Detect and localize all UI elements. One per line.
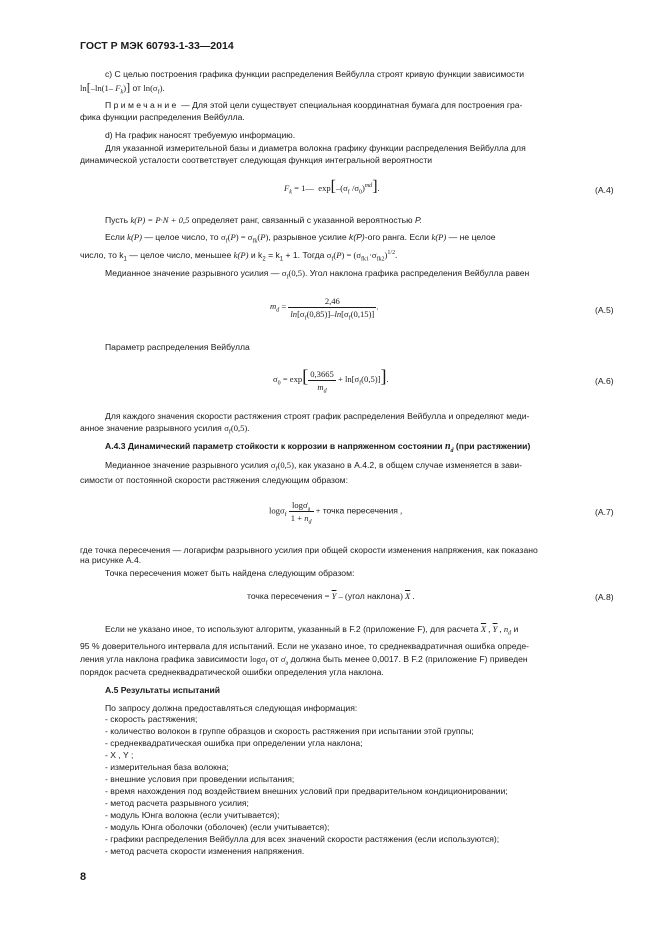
rank-line-3: число, то $k_1$ — целое число, меньшее k(P) и $k_2 = k_1 + 1$. Тогда $\sigma_f(P) = (\sigma_{fk1}\cdot\sigma_{fk2})^{1/2}$. <box>80 250 398 263</box>
list-item: - измерительная база волокна; <box>105 762 229 772</box>
list-item: - среднеквадратическая ошибка при определении угла наклона; <box>105 738 363 748</box>
where-line-2: на рисунке А.4. <box>80 555 142 565</box>
where-line-1: где точка пересечения — логарифм разрывного усилия при общей скорости изменения напряжения, как показано <box>80 545 538 555</box>
if-word: Если <box>105 232 125 242</box>
list-item: - внешние условия при проведении испытания; <box>105 774 295 784</box>
median-line: Медианное значение разрывного усилия — $\sigma_f(0,5)$. Угол наклона графика распределения Вейбулла равен <box>105 268 530 281</box>
integer-less-text: — целое число, меньшее <box>129 250 232 260</box>
a6-numerator: 0,3665 <box>310 368 334 379</box>
equation-number-a6: (A.6) <box>595 376 614 386</box>
item-c-formula: ln[–ln(1– $F_k$)] от $\ln(\sigma_f)$. <box>80 80 165 96</box>
list-item: - X , Y ; <box>105 750 134 760</box>
from-word-2: от <box>269 654 279 664</box>
a8-intercept: точка пересечения <box>247 591 323 601</box>
a43-median-text: Медианное значение разрывного усилия <box>105 460 269 470</box>
note-line-1 <box>105 100 522 112</box>
weibull-param-text: Параметр распределения Вейбулла <box>105 342 250 352</box>
equation-a5: $m_d$ = $\frac{2,46}{\ln[\sigma_f(0,85)]-\ln[\sigma_f(0,15)]}$ . <box>270 296 379 322</box>
equation-number-a7: (A.7) <box>595 507 614 517</box>
page-number: 8 <box>80 871 87 883</box>
force-text: , разрывное усилие <box>268 232 347 242</box>
otherwise-line-3: ления угла наклона графика зависимости logσ$_f$ от $\sigmȧ_a$ должна быть менее 0,0017. В F.2 (приложение F) приведен <box>80 654 528 667</box>
otherwise-text-3c: должна быть менее 0,0017. В F.2 (приложение F) приведен <box>290 654 528 664</box>
section-a43-title: A.4.3 Динамический параметр стойкости к коррозии в напряженном состоянии $n_d$ (при растяжении) <box>105 441 531 454</box>
rank-definition: определяет ранг, связанный с указанной вероятностью <box>191 215 413 225</box>
each-line-2: анное значение разрывного усилия $\sigma_f(0,5)$. <box>80 423 250 436</box>
page-header: ГОСТ Р МЭК 60793-1-33—2014 <box>80 40 234 52</box>
list-item: - модуль Юнга оболочки (оболочек) (если учитывается); <box>105 822 330 832</box>
equation-number-a5: (A.5) <box>595 305 614 315</box>
from-word: от <box>132 83 141 93</box>
equals-k-text: = k <box>268 250 280 260</box>
median-text: Медианное значение разрывного усилия — <box>105 268 280 278</box>
list-item: - метод расчета скорости изменения напряжения. <box>105 846 305 856</box>
otherwise-text-1: Если не указано иное, то используют алгоритм, указанный в F.2 (приложение F), для расчета <box>105 624 479 634</box>
a43-as-stated: , как указано в А.4.2, в общем случае изменяется в зави- <box>293 460 523 470</box>
whole-text: — целое число, то <box>144 232 219 242</box>
list-item: - время нахождения под воздействием внешних условий при предварительном кондиционировании; <box>105 786 508 796</box>
equation-a8: точка пересечения = $\overline{Y}$ – (угол наклона) $\overline{X}$ . <box>247 591 415 601</box>
and-k-text: и k <box>250 250 263 260</box>
a43-line-2: симости от постоянной скорости растяжения следующим образом: <box>80 475 348 485</box>
each-text: анное значение разрывного усилия <box>80 423 222 433</box>
a43-line-1: Медианное значение разрывного усилия $\sigma_f(0,5)$, как указано в А.4.2, в общем случае изменяется в зави- <box>105 460 523 473</box>
rank-text: -ого ранга. Если <box>364 232 430 242</box>
number-text: число, то k <box>80 250 124 260</box>
kp-symbol: k(P) <box>349 232 365 242</box>
list-item: - графики распределения Вейбулла для всех значений скорости растяжения (если используются); <box>105 834 500 844</box>
section-a5-intro: По запросу должна предоставляться следующая информация: <box>105 703 358 713</box>
slope-text: . Угол наклона графика распределения Вейбулла равен <box>304 268 530 278</box>
where-line-3: Точка пересечения может быть найдена следующим образом: <box>105 568 355 578</box>
note-text-1: — Для этой цели существует специальная координатная бумага для построения гра- <box>178 100 523 110</box>
list-item: - скорость растяжения; <box>105 714 198 724</box>
equation-a7: logσ$_f$ $\frac{\log\sigmȧ_a}{1 + n_d}$ + точка пересечения , <box>269 500 403 526</box>
note-line-2: фика функции распределения Вейбулла. <box>80 112 245 122</box>
a43-title-text: A.4.3 Динамический параметр стойкости к коррозии в напряженном состоянии <box>105 441 443 451</box>
otherwise-text-3a: ления угла наклона графика зависимости <box>80 654 248 664</box>
intercept-term: точка пересечения <box>322 505 398 516</box>
rank-line-2: Если k(P) — целое число, то $\sigma_f(P) = \sigma_{fk}(P)$, разрывное усилие k(P)-ого ранга. Если k(P) — не целое <box>105 232 496 245</box>
list-item: - модуль Юнга волокна (если учитывается); <box>105 810 280 820</box>
equation-a4: $F_k$ = 1— $\exp[-(\sigma_f$ $/\sigma_0)^{md}$]. <box>284 178 380 196</box>
rank-line-1: Пусть k(P) = P·N + 0,5 определяет ранг, связанный с указанной вероятностью P. <box>105 215 422 225</box>
each-line-1: Для каждого значения скорости растяжения строят график распределения Вейбулла и определяют меди- <box>105 411 530 421</box>
not-whole-text: — не целое <box>448 232 496 242</box>
otherwise-line-1: Если не указано иное, то используют алгоритм, указанный в F.2 (приложение F), для расчета $\overline{X}$ , $\overline{Y}$ , $n_d$ и <box>105 624 519 637</box>
a8-slope: угол наклона <box>347 591 400 601</box>
otherwise-line-4: порядок расчета среднеквадратической ошибки определения угла наклона. <box>80 667 384 677</box>
item-c-text: с) С целью построения графика функции распределения Вейбулла строят кривую функции зависимости <box>105 69 525 79</box>
p-symbol: P. <box>414 215 422 225</box>
let-word: Пусть <box>105 215 129 225</box>
section-a5-title: A.5 Результаты испытаний <box>105 685 221 695</box>
list-item: - количество волокон в группе образцов и скорость растяжения при испытании этой группы; <box>105 726 474 736</box>
equation-number-a4: (A.4) <box>595 185 614 195</box>
equation-number-a8: (A.8) <box>595 592 614 602</box>
a5-numerator: 2,46 <box>288 296 376 308</box>
item-d-text: d) На график наносят требуемую информацию. <box>105 130 296 140</box>
note-label: Примечание <box>105 100 179 110</box>
otherwise-line-2: 95 % доверительного интервала для испытаний. Если не указано иное, то среднеквадратичная ошибка опреде- <box>80 641 530 651</box>
equation-a6: $\sigma_0 = \exp$[ $\frac{0,3665}{m_d}$ + $\ln[\sigma_f(0,5)]$]. <box>273 366 389 395</box>
a43-title-end: (при растяжении) <box>455 441 531 451</box>
item-d-line-1: Для указанной измерительной базы и диаметра волокна графику функции распределения Вейбулла для <box>105 143 526 153</box>
item-d-line-2: динамической усталости соответствует следующая функция интегральной вероятности <box>80 155 433 165</box>
list-item: - метод расчета разрывного усилия; <box>105 798 249 808</box>
then-text: + 1. Тогда <box>285 250 325 260</box>
and-word: и <box>513 624 519 634</box>
